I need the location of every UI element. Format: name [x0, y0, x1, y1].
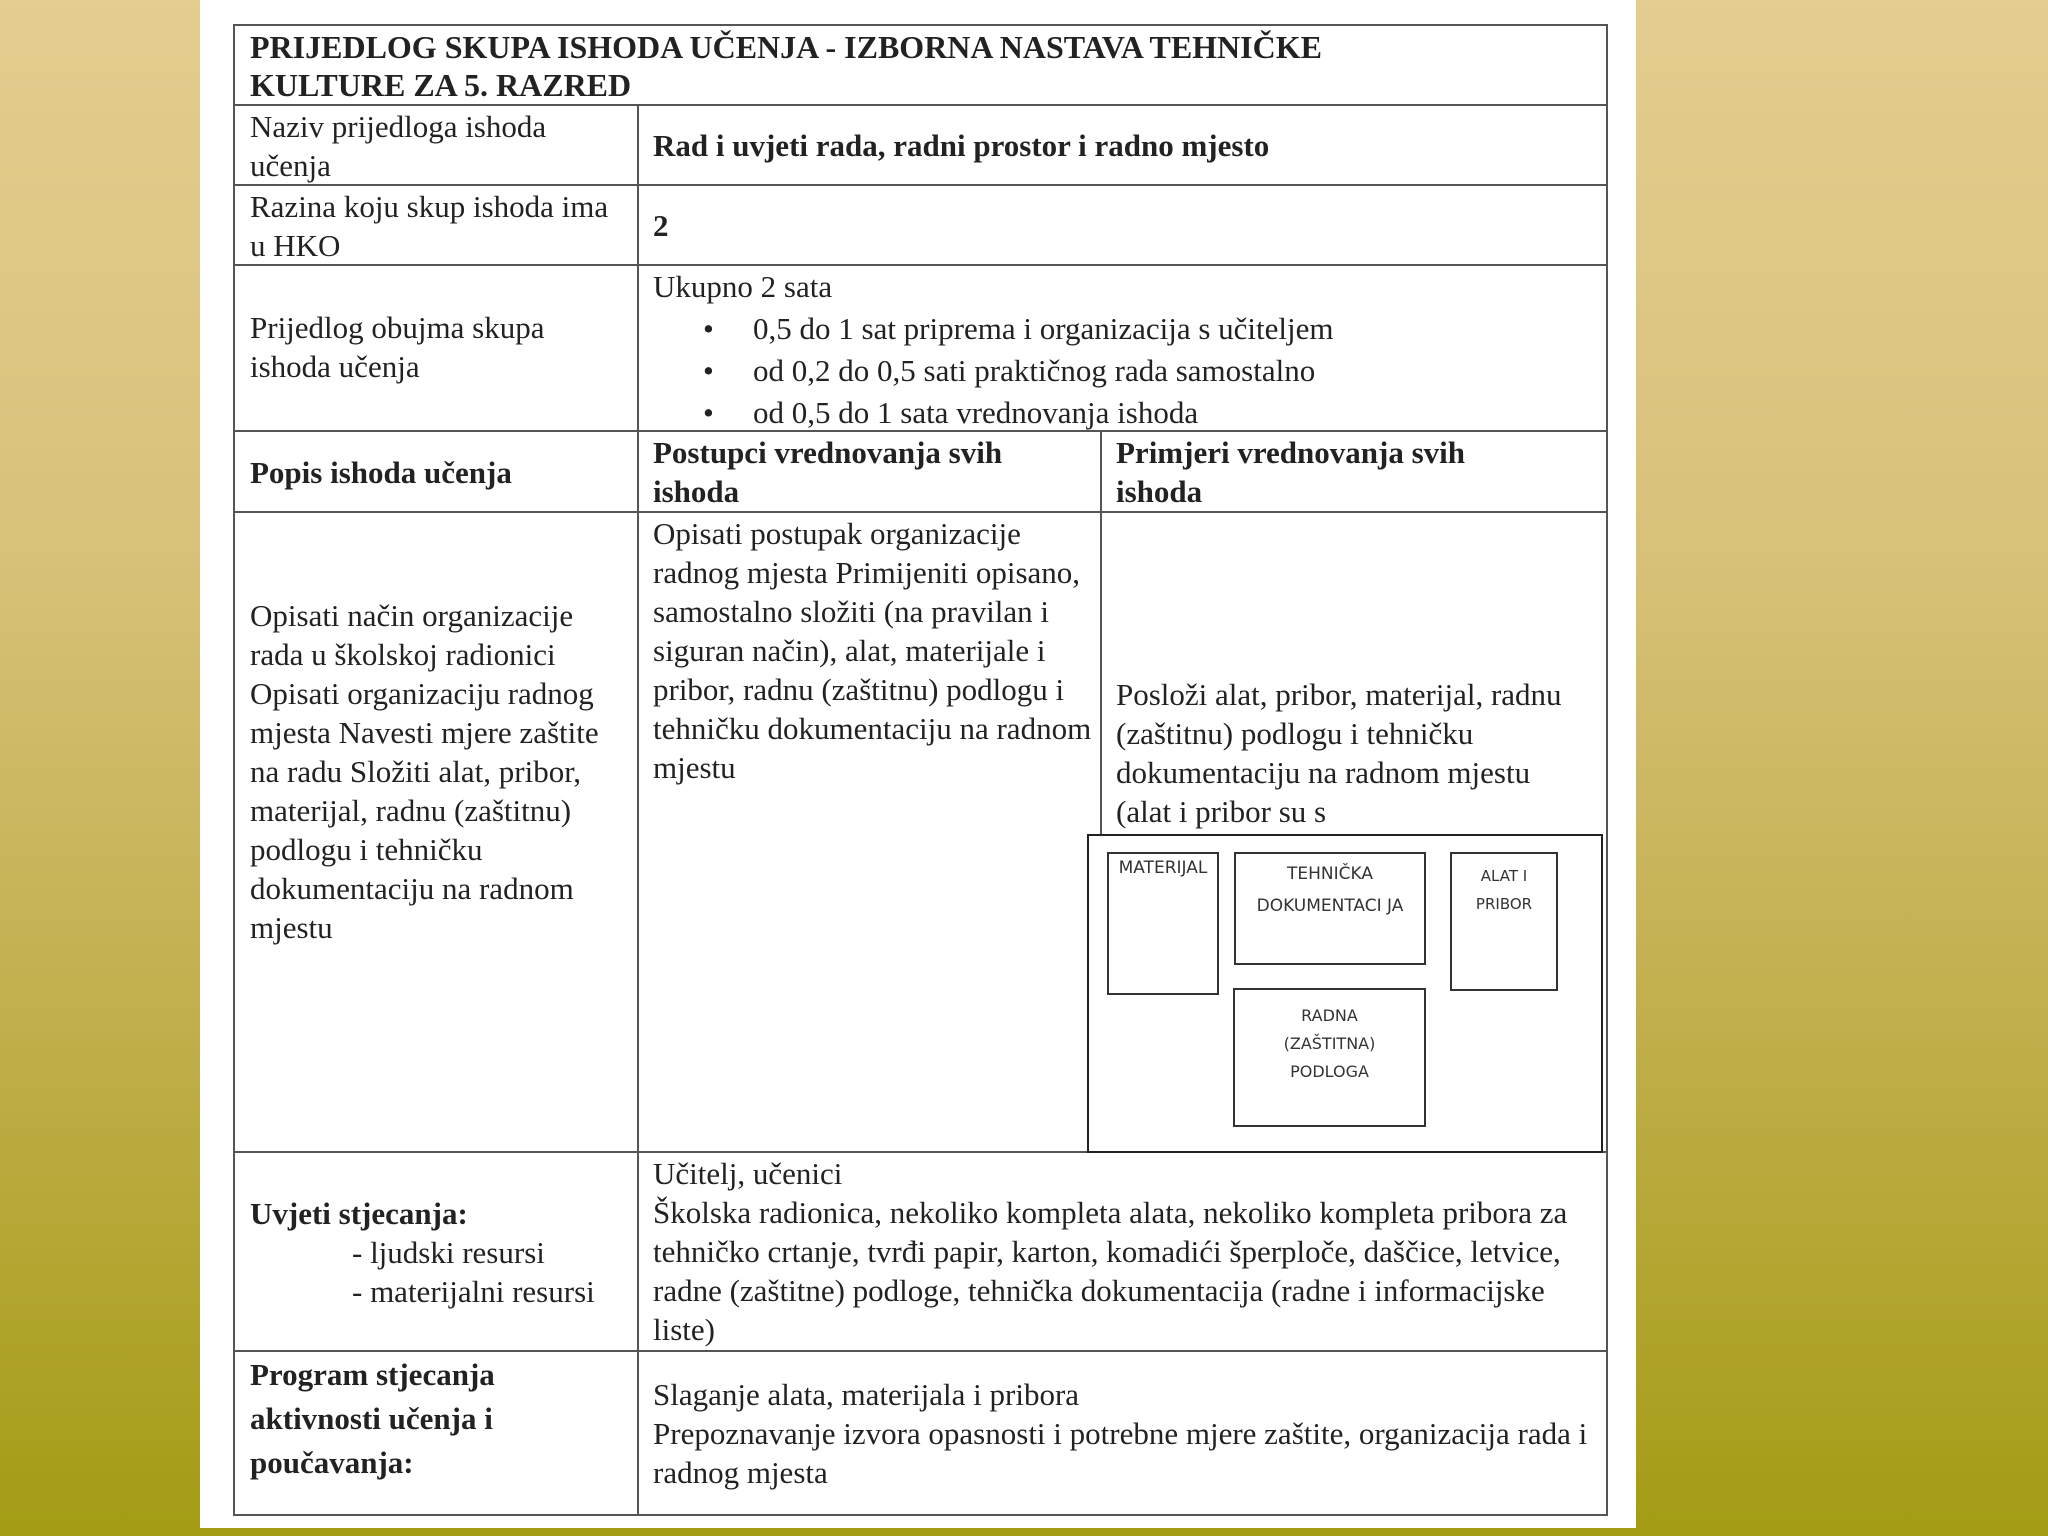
- uvjeti-sub-materijalni: - materijalni resursi: [352, 1274, 595, 1309]
- obujam-content: [653, 267, 1593, 435]
- table-column-divider: [637, 104, 639, 1516]
- uvjeti-label: Uvjeti stjecanja:: [250, 1196, 468, 1231]
- uvjeti-line2: Školska radionica, nekoliko kompleta alata, nekoliko kompleta pribora za tehničko crtanje, tvrđi papir, karton, komadići šperploče, daščice, letvice, radne (zaštitne) podloge, tehnička dokumentacija (radne i informacijske liste): [653, 1195, 1568, 1347]
- workspace-diagram: [1087, 834, 1603, 1153]
- header-popis: Popis ishoda učenja: [250, 455, 512, 490]
- table-border-bottom: [233, 1514, 1608, 1516]
- table-rule: [233, 104, 1608, 106]
- obujam-intro: Ukupno 2 sata: [653, 269, 833, 304]
- diagram-label: TEHNIČKA DOKUMENTACI JA: [1256, 864, 1404, 916]
- razina-value: 2: [653, 208, 669, 243]
- list-item: • od 0,5 do 1 sata vrednovanja ishoda: [703, 393, 1593, 435]
- uvjeti-content: [653, 1154, 1598, 1349]
- uvjeti-line1: Učitelj, učenici: [653, 1156, 843, 1191]
- diagram-label: ALAT I PRIBOR: [1475, 867, 1533, 913]
- table-rule: [233, 1350, 1608, 1352]
- table-column-divider: [1100, 430, 1102, 834]
- diagram-label: MATERIJAL: [1118, 858, 1208, 878]
- postupci-text: Opisati postupak organizacije radnog mjesta Primijeniti opisano, samostalno složiti (na pravilan i siguran način), alat, materijale i pribor, radnu (zaštitnu) podlogu i tehničku dokumentaciju na radnom mjestu: [653, 516, 1092, 785]
- table-border-right: [1606, 24, 1608, 1516]
- table-rule: [233, 511, 1608, 513]
- program-line2: Prepoznavanje izvora opasnosti i potrebne mjere zaštite, organizacija rada i radnog mjesta: [653, 1416, 1588, 1490]
- obujam-label: Prijedlog obujma skupa ishoda učenja: [250, 310, 545, 384]
- list-item: • od 0,2 do 0,5 sati praktičnog rada samostalno: [703, 351, 1593, 393]
- primjeri-text: Posloži alat, pribor, materijal, radnu (zaštitnu) podlogu i tehničku dokumentaciju na radnom mjestu (alat i pribor su s: [1116, 677, 1562, 829]
- diagram-box-materijal: [1107, 852, 1219, 995]
- program-label: Program stjecanja aktivnosti učenja i poučavanja:: [250, 1357, 495, 1480]
- document-page: [200, 0, 1636, 1528]
- header-postupci: Postupci vrednovanja svih ishoda: [653, 435, 1003, 509]
- naziv-label: Naziv prijedloga ishoda učenja: [250, 109, 547, 183]
- diagram-label: RADNA (ZAŠTITNA) PODLOGA: [1283, 1006, 1376, 1081]
- program-line1: Slaganje alata, materijala i pribora: [653, 1377, 1080, 1412]
- program-content: [653, 1375, 1598, 1492]
- uvjeti-sub-ljudski: - ljudski resursi: [352, 1235, 545, 1270]
- razina-label: Razina koju skup ishoda ima u HKO: [250, 189, 609, 263]
- popis-text: Opisati način organizacije rada u školskoj radionici Opisati organizaciju radnog mjesta Navesti mjere zaštite na radu Složiti alat, pribor, materijal, radnu (zaštitnu) podlogu i tehničku dokumentaciju na radnom mjestu: [250, 598, 599, 945]
- obujam-list: [653, 309, 1593, 435]
- naziv-value: Rad i uvjeti rada, radni prostor i radno mjesto: [653, 128, 1270, 163]
- table-border-top: [233, 24, 1608, 26]
- list-item: • 0,5 do 1 sat priprema i organizacija s učiteljem: [703, 309, 1593, 351]
- uvjeti-label-block: [250, 1194, 630, 1311]
- table-border-left: [233, 24, 235, 1516]
- diagram-box-radna-podloga: [1233, 988, 1426, 1127]
- diagram-box-tehnicka-dokumentacija: [1234, 852, 1426, 965]
- header-primjeri: Primjeri vrednovanja svih ishoda: [1116, 435, 1466, 509]
- diagram-box-alat-pribor: [1450, 852, 1558, 991]
- document-title: PRIJEDLOG SKUPA ISHODA UČENJA - IZBORNA NASTAVA TEHNIČKE KULTURE ZA 5. RAZRED: [250, 29, 1322, 103]
